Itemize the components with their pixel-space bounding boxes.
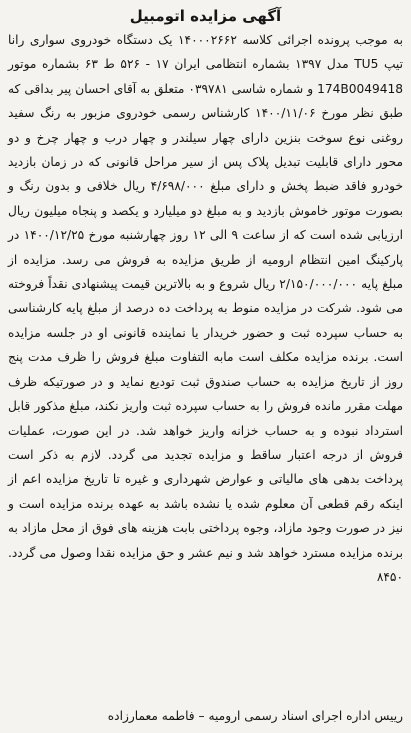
notice-signature: رییس اداره اجرای اسناد رسمی ارومیه – فاطمه معمارزاده — [107, 709, 403, 723]
notice-title: آگهی مزایده اتومبیل — [129, 7, 282, 25]
notice-body: به موجب پرونده اجرائی کلاسه ۱۴۰۰۰۲۶۶۲ یک دستگاه خودروی سواری رانا تیپ TU5 مدل ۱۳۹۷ بشماره انتظامی ایران ۱۷ - ۵۲۶ ط ۶۳ بشماره موتور 174B0049418 و شماره شاسی ۰۳۹۷۸۱ متعلق به آقای احسان پیر بداقی که طبق نظر مورخ ۱۴۰۰/۱۱/۰۶ کارشناس رسمی خودروی مزبور به رنگ سفید روغنی نوع سوخت بنزین دارای چهار سیلندر و چهار درب و چهار چرخ و دو محور دارای قابلیت تبدیل پلاک پس از سیر مراحل قانونی که در زمان بازدید خودرو فاقد ضبط پخش و دارای مبلغ ۴/۶۹۸/۰۰۰ ریال خلافی و بدون رنگ و بصورت موتور خاموش بازدید و به مبلغ دو میلیارد و یکصد و پنجاه میلیون ریال ارزیابی شده است که از ساعت ۹ الی ۱۲ روز چهارشنبه مورخ ۱۴۰۰/۱۲/۲۵ در پارکینگ امین انتظام ارومیه از طریق مزایده به فروش می رسد. مزایده از مبلغ پایه ۲/۱۵۰/۰۰۰/۰۰۰ ریال شروع و به بالاترین قیمت پیشنهادی نقداً فروخته می شود. شرکت در مزایده منوط به پرداخت ده درصد از مبلغ پایه کارشناسی به حساب سپرده ثبت و حضور خریدار یا نماینده قانونی او در جلسه مزایده است. برنده مزایده مکلف است مابه التفاوت مبلغ فروش را ظرف مدت پنج روز از تاریخ مزایده به حساب صندوق ثبت تودیع نماید و در صورتیکه ظرف مهلت مقرر مانده فروش را به حساب سپرده ثبت واریز نکند، مبلغ مذکور قابل استرداد نبوده و به حساب خزانه واریز خواهد شد. در این صورت، عملیات فروش از درجه اعتبار ساقط و مزایده تجدید می گردد. لازم به ذکر است پرداخت بدهی های مالیاتی و عوارض شهرداری و غیره تا تاریخ مزایده اعم از اینکه رقم قطعی آن معلوم شده یا نشده باشد به عهده برنده مزایده است و نیز در صورت وجود مازاد، وجوه پرداختی بابت هزینه های فوق از محل مازاد به برنده مزایده مسترد خواهد شد و نیم عشر و حق مزایده نقدا وصول می گردد. ۸۴۵۰ — [8, 33, 404, 584]
